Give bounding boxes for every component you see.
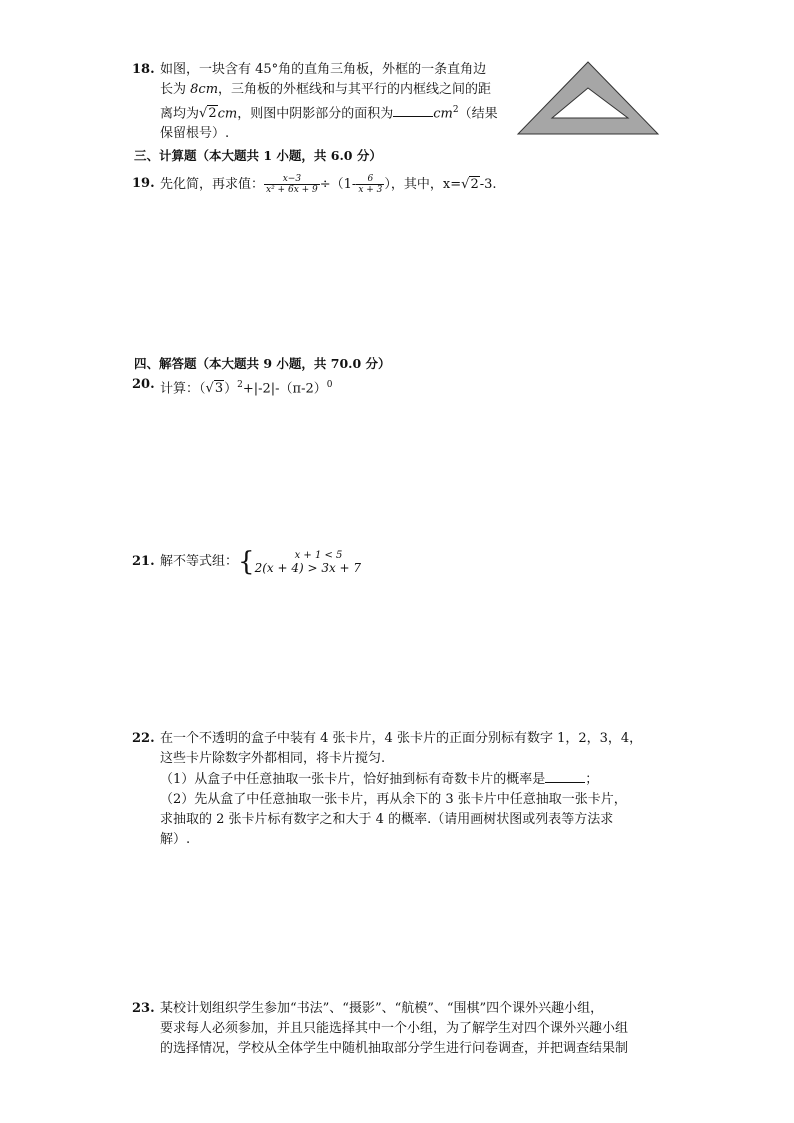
section-4-heading: 四、解答题（本大题共 9 小题，共 70.0 分）: [134, 356, 391, 371]
question-number: 18.: [132, 62, 155, 77]
question-18: [132, 60, 522, 144]
q18-line4: 保留根号）.: [160, 126, 230, 142]
q18-line1: 如图，一块含有 45°角的直角三角板，外框的一条直角边: [160, 62, 487, 77]
answer-blank[interactable]: [545, 769, 585, 783]
triangle-ruler-figure: [516, 60, 660, 136]
question-number: 19.: [132, 176, 155, 191]
fraction-1: $\frac{x-3}{\text{x² + 6x + 9}}$: [266, 174, 318, 195]
q18-line2: 长为 8cm，三角板的外框线和与其平行的内框线之间的距: [160, 82, 492, 97]
answer-blank[interactable]: [393, 103, 433, 117]
inequality-system: x + 1 < 5 2(x + 4) > 3x + 7: [254, 550, 362, 575]
question-19: 19. 先化简，再求值： $\frac{x-3}{\text{x² + 6x + 9}}$ ÷（1- $\frac{6}{x + 3}$ ），其中，x=√2-3.: [132, 174, 497, 195]
section-3-heading: 三、计算题（本大题共 1 小题，共 6.0 分）: [134, 148, 382, 163]
fraction-2: $\frac{6}{x + 3}$: [358, 174, 383, 195]
brace-symbol: {: [238, 547, 255, 577]
question-number: 21.: [132, 554, 155, 569]
question-21: 21. 解不等式组：{ x + 1 < 5 2(x + 4) > 3x + 7: [132, 547, 362, 577]
triangle-shape: [518, 62, 658, 134]
question-22: 22. 在一个不透明的盒子中装有 4 张卡片，4 张卡片的正面分别标有数字 1，2，3，4， 这些卡片除数字外都相同，将卡片搅匀. （1）从盒子中任意抽取一张卡片，恰好抽到标有奇数卡片的概率是 ； （2）先从盒了中任意抽取一张卡片，再从余下的 3 张卡片中任意抽取一张卡片， 求抽取的 2 张卡片标有数字之和大于 4 的概率.（请用画树状图或列表等方法求 解）.: [132, 731, 643, 847]
question-20: 20. 计算：$(√3)^2+|-2|-(\pi-2)^0$: [132, 375, 333, 399]
question-number: 22.: [132, 731, 155, 746]
question-number: 20.: [132, 377, 155, 392]
question-23: 23. 某校计划组织学生参加“书法”、“摄影”、“航模”、“围棋”四个课外兴趣小组， 要求每人必须参加，并且只能选择其中一个小组，为了解学生对四个课外兴趣小组 的选择情况，学校从全体学生中随机抽取部分学生进行问卷调查，并把调查结果制: [132, 1001, 629, 1056]
sqrt-symbol: √2: [461, 177, 479, 192]
sqrt-symbol: √3: [205, 381, 224, 397]
q18-line3: 离均为√2cm，则图中阴影部分的面积为 $cm^2$（结果: [160, 100, 522, 124]
sqrt-symbol: √2: [199, 106, 217, 122]
question-number: 23.: [132, 1001, 155, 1016]
